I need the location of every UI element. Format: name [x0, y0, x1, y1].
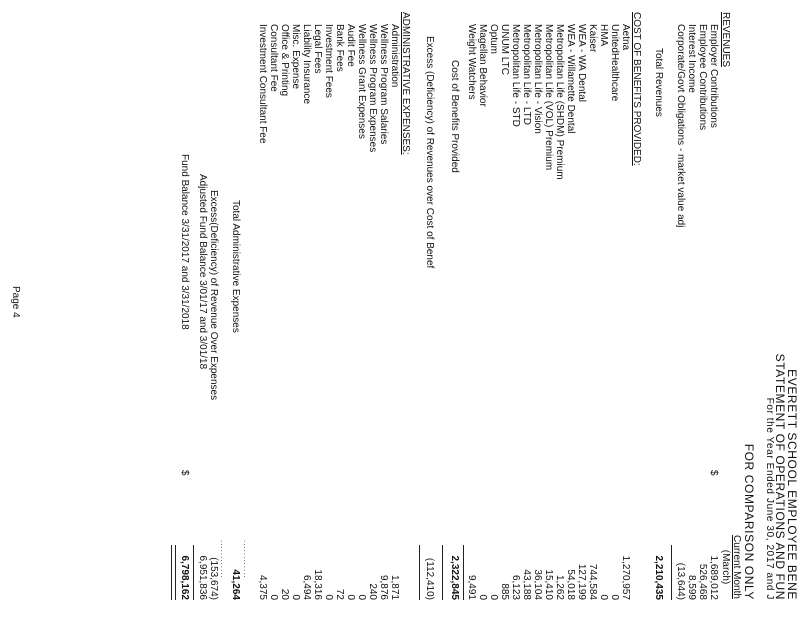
benefit-item-label: Kaiser	[587, 24, 598, 53]
fund-balance-value: 6,798,162	[179, 555, 190, 600]
admin-item-value: 72	[334, 588, 345, 600]
benefits-heading: COST OF BENEFITS PROVIDED:	[631, 12, 642, 166]
revenue-item-value: 8,599	[686, 574, 697, 600]
admin-item-label: Liability Insurance	[301, 24, 312, 105]
benefit-item-value: 0	[609, 594, 620, 600]
dotted-leader: ............	[219, 540, 228, 579]
benefit-item-value: 6,123	[510, 574, 521, 600]
admin-item-value: 0	[268, 594, 279, 600]
revenue-item-value: 526,468	[697, 563, 708, 600]
subtotal-rule	[193, 545, 194, 600]
benefit-item-value: 0	[598, 594, 609, 600]
benefit-item-label: UnitedHealthcare	[609, 24, 620, 102]
admin-item-label: Wellness Grant Expenses	[356, 24, 367, 139]
admin-item-label: Investment Fees	[323, 24, 334, 98]
subtotal-rule	[442, 545, 443, 600]
benefit-item-value: 127,199	[576, 563, 587, 600]
excess-over-benefits-label: Excess (Deficiency) of Revenues over Cost of Benef	[424, 36, 435, 269]
benefit-item-label: Metropolitan Life (VOL) Premium	[543, 24, 554, 171]
subtotal-rule	[419, 545, 420, 600]
benefit-item-value: 43,188	[521, 569, 532, 600]
revenue-item-value: 1,689,012	[708, 555, 719, 600]
admin-item-value: 18,316	[312, 569, 323, 600]
report-title-statement: STATEMENT OF OPERATIONS AND FUN	[773, 353, 787, 600]
benefit-item-value: 1,270,957	[620, 555, 631, 600]
total-revenues-value: 2,210,435	[653, 555, 664, 600]
benefit-item-label: Metropolitan Life - Vision	[532, 24, 543, 134]
admin-item-value: 0	[290, 594, 301, 600]
fund-balance-dollar-sign: $	[179, 470, 190, 476]
adjusted-fund-balance-label: Adjusted Fund Balance 3/01/17 and 3/01/18	[197, 174, 208, 370]
report-period: For the Year Ended June 30, 2017 and J	[764, 397, 775, 600]
revenues-heading: REVENUES	[720, 12, 731, 68]
benefit-item-value: 744,584	[587, 563, 598, 600]
admin-item-label: Wellness Program Salaries	[378, 24, 389, 145]
cost-of-benefits-value: 2,322,845	[449, 555, 460, 600]
benefit-item-label: WEA - Willamette Dental	[565, 24, 576, 134]
admin-item-value: 0	[356, 594, 367, 600]
revenue-item-label: Interest Income	[686, 24, 697, 93]
revenue-dollar-sign: $	[708, 470, 719, 476]
benefit-item-label: Weight Watchers	[466, 24, 477, 100]
admin-item-value: 240	[367, 583, 378, 600]
total-admin-label: Total Administrative Expenses	[230, 200, 241, 333]
benefit-item-value: 9,491	[466, 574, 477, 600]
page-number: Page 4	[10, 286, 21, 318]
cost-of-benefits-label: Cost of Benefits Provided	[449, 60, 460, 173]
column-header-month: (March)	[720, 549, 731, 585]
revenue-item-label: Employer Contributions	[708, 24, 719, 128]
admin-item-label: Audit Fee	[345, 24, 356, 67]
benefit-item-value: 885	[499, 583, 510, 600]
total-admin-value: 41,264	[230, 569, 241, 600]
subtotal-rule	[671, 545, 672, 600]
revenue-item-label: Corporate/Govt Obligations - market value adj	[675, 24, 686, 228]
comparison-note: FOR COMPARISON ONLY	[742, 443, 756, 600]
excess-over-expenses-label: Excess(Deficiency) of Revenue Over Expenses	[208, 190, 219, 401]
admin-item-value: 0	[345, 594, 356, 600]
excess-over-benefits-value: (112,410)	[424, 557, 435, 600]
benefit-item-value: 0	[477, 594, 488, 600]
revenue-item-label: Employee Contributions	[697, 24, 708, 131]
admin-item-label: Office & Printing	[279, 24, 290, 97]
benefit-item-value: 15,410	[543, 569, 554, 600]
adjusted-fund-balance-value: 6,951,836	[197, 555, 208, 600]
excess-over-expenses-value: (153,674)	[208, 557, 219, 600]
benefit-item-value: 54,018	[565, 569, 576, 600]
benefit-item-label: WEA - WA Dental	[576, 24, 587, 102]
benefit-item-label: UNUM LTC	[499, 24, 510, 75]
admin-item-value: 6,494	[301, 574, 312, 600]
benefit-item-label: Optum	[488, 24, 499, 55]
admin-item-label: Legal Fees	[312, 24, 323, 74]
admin-item-value: 4,375	[257, 574, 268, 600]
total-revenues-label: Total Revenues	[653, 48, 664, 117]
subtotal-rule	[463, 545, 464, 600]
benefit-item-value: 36,104	[532, 569, 543, 600]
admin-item-value: 0	[323, 594, 334, 600]
admin-item-label: Investment Consultant Fee	[257, 24, 268, 144]
benefit-item-label: Aetna	[620, 24, 631, 51]
column-header-current-month: Current Month	[731, 535, 742, 599]
revenue-item-value: (13,644)	[675, 562, 686, 600]
benefit-item-value: 1,262	[554, 574, 565, 600]
admin-item-label: Bank Fees	[334, 24, 345, 72]
benefit-item-label: Metropolitan Life - LTD	[521, 24, 532, 125]
admin-item-value: 1,871	[389, 574, 400, 600]
admin-heading: ADMINISTRATIVE EXPENSES:	[400, 12, 411, 155]
benefit-item-label: Metropolitan Life - STD	[510, 24, 521, 127]
admin-item-label: Administration	[389, 24, 400, 88]
benefit-item-label: Metropolitan Life (SHDM) Premium	[554, 24, 565, 180]
fund-balance-label: Fund Balance 3/31/2017 and 3/31/2018	[179, 154, 190, 330]
admin-item-label: Consultant Fee	[268, 24, 279, 92]
benefit-item-value: 0	[488, 594, 499, 600]
benefit-item-label: HMA	[598, 24, 609, 47]
admin-item-label: Misc. Expense	[290, 24, 301, 90]
admin-item-value: 20	[279, 588, 290, 600]
dotted-leader: ............	[242, 540, 251, 579]
admin-item-value: 9,876	[378, 574, 389, 600]
report-title-org: EVERETT SCHOOL EMPLOYEE BENE	[785, 369, 799, 600]
benefit-item-label: Magellan Behavior	[477, 24, 488, 107]
double-underline	[171, 545, 176, 600]
admin-item-label: Wellness Program Expenses	[367, 24, 378, 153]
